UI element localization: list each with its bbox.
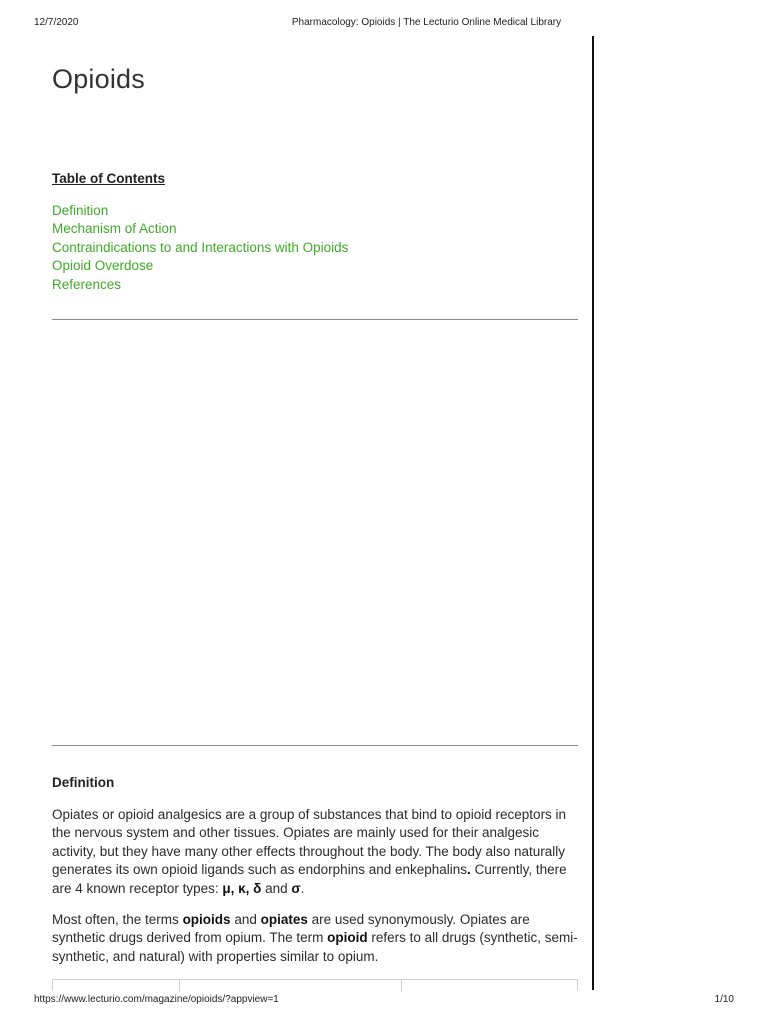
- toc-item: [52, 257, 348, 275]
- receptor-mu: μ,: [222, 880, 235, 896]
- toc-item: [52, 239, 348, 257]
- definition-heading: Definition: [52, 775, 115, 790]
- table-column-divider: [179, 980, 180, 992]
- term-opiates: opiates: [260, 912, 308, 927]
- para-text: Currently, there are 4 known receptor types:: [52, 862, 567, 896]
- toc-item: [52, 202, 348, 220]
- definition-paragraph-1: [52, 806, 578, 898]
- term-opioid: opioid: [327, 930, 368, 946]
- toc-link-opioid-overdose[interactable]: Opioid Overdose: [52, 258, 154, 274]
- toc-link-mechanism-of-action[interactable]: Mechanism of Action: [52, 221, 177, 237]
- para-bold-period: .: [467, 862, 471, 878]
- toc-link-contraindications[interactable]: Contraindications to and Interactions with Opioids: [52, 239, 349, 255]
- print-url: https://www.lecturio.com/magazine/opioids/?appview=1: [34, 994, 279, 1005]
- definition-paragraph-2: [52, 911, 578, 966]
- para-text: Opiates or opioid analgesics are a group of substances that bind to opioid receptors in the nervous system and other tissues. Opiates are mainly used for their analgesic activity, but they have many other effects throughout the body. The body also naturally generates its own opioid ligands such as endorphins and enkephalins: [52, 807, 567, 878]
- page-title: Opioids: [52, 64, 145, 94]
- section-divider: [52, 319, 578, 320]
- para-text: are used synonymously. Opiates are synthetic drugs derived from opium. The term: [52, 912, 530, 946]
- receptor-delta: δ: [253, 880, 262, 896]
- page-edge-divider: [592, 36, 594, 990]
- print-footer: [0, 994, 768, 1008]
- toc-item: [52, 220, 348, 238]
- toc-list: [52, 202, 348, 294]
- receptor-kappa: κ,: [238, 880, 250, 896]
- para-text: .: [300, 880, 305, 896]
- receptor-sigma: σ: [291, 880, 301, 896]
- print-date: 12/7/2020: [34, 17, 79, 28]
- section-divider: [52, 745, 578, 746]
- print-page-number: 1/10: [714, 994, 734, 1005]
- para-text: Most often, the terms: [52, 912, 183, 927]
- toc-link-definition[interactable]: Definition: [52, 203, 109, 218]
- toc-link-references[interactable]: References: [52, 276, 122, 292]
- table-top-edge: [52, 979, 578, 991]
- para-text: and: [261, 880, 292, 896]
- print-document-title: Pharmacology: Opioids | The Lecturio Online Medical Library: [291, 17, 562, 28]
- para-text: refers to all drugs (synthetic, semi-synthetic, and natural) with properties similar to opium.: [52, 930, 578, 964]
- para-text: and: [230, 912, 261, 927]
- term-opioids: opioids: [182, 912, 231, 927]
- toc-item: [52, 276, 348, 294]
- print-header: [0, 17, 768, 31]
- toc-heading: Table of Contents: [52, 171, 165, 186]
- table-column-divider: [401, 980, 402, 992]
